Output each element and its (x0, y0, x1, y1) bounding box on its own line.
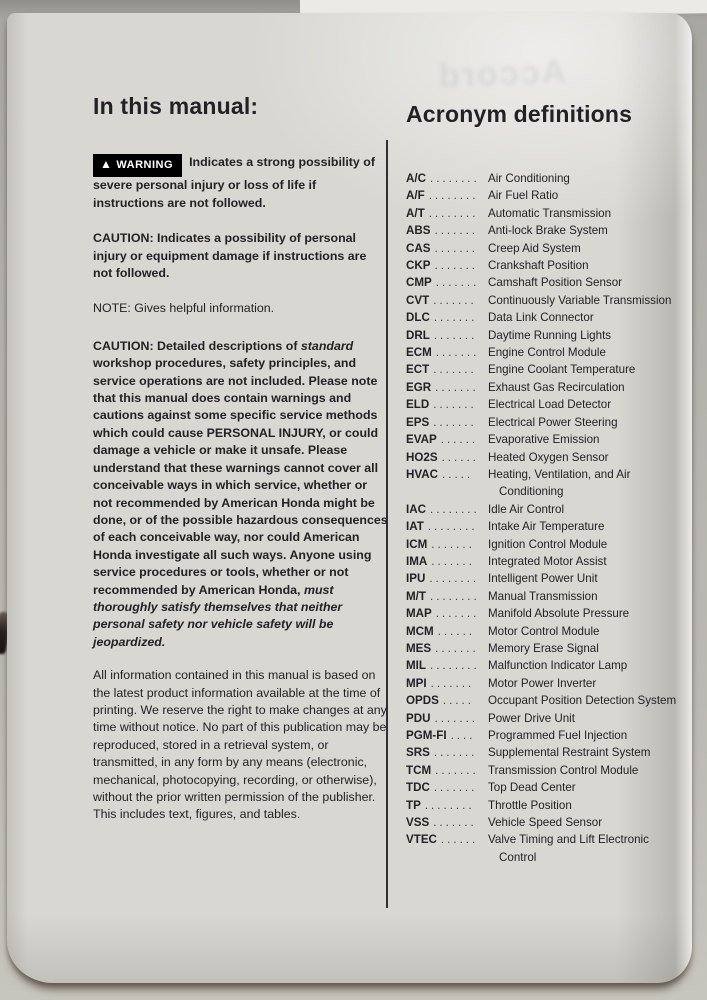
acronym-row (406, 449, 682, 466)
acronym-lead (406, 205, 482, 222)
acronym-abbr: M/T (406, 589, 426, 603)
acronym-lead (406, 222, 482, 239)
acronym-definition: Idle Air Control (488, 502, 565, 516)
acronym-abbr: ECT (406, 363, 430, 377)
acronym-definition: Occupant Position Detection System (488, 694, 677, 708)
note-paragraph: NOTE: Gives helpful information. (93, 301, 275, 316)
acronym-row (406, 692, 682, 709)
acronym-leader-dots: ..... (442, 694, 474, 708)
acronym-lead (406, 344, 482, 361)
acronym-leader-dots: ....... (434, 224, 479, 238)
acronym-row (406, 379, 682, 396)
acronym-row (406, 553, 682, 570)
acronym-leader-dots: .... (450, 729, 476, 742)
acronym-row (406, 414, 682, 431)
acronym-lead (406, 657, 482, 674)
acronym-leader-dots: ....... (431, 554, 475, 568)
acronym-leader-dots: ....... (433, 328, 478, 342)
acronym-row (406, 344, 682, 361)
acronym-abbr: TCM (406, 763, 432, 777)
acronym-lead (406, 831, 482, 848)
acronym-lead (406, 518, 482, 535)
acronym-abbr: HVAC (406, 467, 438, 481)
acronym-leader-dots: ...... (441, 450, 479, 464)
acronym-leader-dots: ....... (433, 293, 477, 307)
acronym-row (406, 327, 682, 344)
acronym-definition: Top Dead Center (488, 781, 576, 795)
acronym-leader-dots: ....... (435, 607, 480, 621)
acronym-definition: Transmission Control Module (488, 763, 639, 777)
acronym-abbr: CKP (406, 259, 431, 273)
acronym-definition: Camshaft Position Sensor (488, 276, 623, 290)
acronym-abbr: A/F (406, 189, 425, 203)
acronym-leader-dots: ....... (433, 781, 478, 795)
acronym-lead (406, 187, 482, 204)
acronym-abbr: VTEC (406, 833, 437, 847)
acronym-lead (406, 570, 482, 587)
acronym-definition: Air Conditioning (488, 172, 570, 185)
acronym-abbr: IAC (406, 502, 426, 516)
right-column-title: Acronym definitions (406, 101, 633, 127)
detailed-caution-seg4-italic: must thoroughly satisfy themselves that neither personal safety nor vehicle safety will be jeopardized. (93, 582, 343, 649)
acronym-lead (406, 623, 482, 640)
acronym-abbr: MCM (406, 624, 434, 638)
publisher-notice-paragraph: All information contained in this manual is based on the latest product information available at the time of printing. We reserve the right to make changes at any time without notice. No part of this publication may be reproduced, stored in a retrieval system, or transmitted, in any form by any means (electronic, mechanical, photocopying, recording, or otherwise), without the prior written permission of the publisher. This includes text, figures, and tables. (93, 668, 387, 822)
acronym-lead (406, 727, 482, 744)
acronym-definition: Electrical Load Detector (488, 398, 612, 412)
acronym-lead (406, 553, 482, 570)
acronym-abbr: CVT (406, 293, 430, 307)
acronym-row (406, 797, 682, 814)
acronym-row (406, 657, 682, 674)
acronym-abbr: DLC (406, 311, 430, 325)
acronym-leader-dots: ....... (430, 676, 475, 690)
acronym-row (406, 431, 682, 448)
warning-badge-label: WARNING (116, 159, 174, 171)
acronym-abbr: A/T (406, 206, 425, 220)
acronym-row (406, 640, 682, 657)
acronym-lead (406, 414, 482, 431)
acronym-lead (406, 692, 482, 709)
acronym-definition: Intake Air Temperature (488, 520, 605, 534)
acronym-leader-dots: ....... (433, 816, 477, 830)
left-column-title: In this manual: (93, 93, 259, 119)
acronym-leader-dots: ....... (435, 641, 479, 655)
acronym-abbr: EPS (406, 415, 430, 429)
acronym-abbr: OPDS (406, 694, 439, 708)
acronym-lead (406, 710, 482, 727)
acronym-abbr: MES (406, 641, 432, 655)
acronym-row (406, 831, 682, 866)
acronym-definition: Daytime Running Lights (488, 328, 612, 342)
acronym-definition: Throttle Position (488, 798, 572, 812)
acronym-definitions-section (406, 101, 682, 866)
acronym-definition: Integrated Motor Assist (488, 554, 607, 568)
acronym-lead (406, 309, 482, 326)
acronym-leader-dots: ....... (433, 311, 478, 325)
acronym-row (406, 727, 682, 744)
acronym-leader-dots: ....... (435, 346, 480, 360)
acronym-definition: Heated Oxygen Sensor (488, 450, 609, 464)
acronym-definition: Intelligent Power Unit (488, 572, 598, 586)
detailed-caution-paragraph (93, 338, 388, 651)
acronym-leader-dots: ........ (428, 189, 479, 203)
detailed-caution-seg1: CAUTION: Detailed descriptions of (93, 338, 301, 353)
acronym-abbr: PDU (406, 711, 431, 725)
acronym-row (406, 205, 682, 222)
acronym-lead (406, 431, 482, 448)
acronym-lead (406, 240, 482, 257)
acronym-definition: Vehicle Speed Sensor (488, 816, 603, 830)
acronym-leader-dots: ....... (433, 415, 477, 429)
acronym-leader-dots: ........ (429, 572, 480, 586)
acronym-leader-dots: ....... (434, 241, 479, 255)
acronym-abbr: TP (406, 798, 421, 812)
acronym-row (406, 518, 682, 535)
warning-badge (93, 154, 182, 177)
acronym-definition: Power Drive Unit (488, 711, 575, 725)
acronym-row (406, 187, 682, 204)
acronym-row (406, 257, 682, 274)
acronym-definition: Engine Coolant Temperature (488, 363, 636, 377)
acronym-row (406, 396, 682, 413)
acronym-abbr: ABS (406, 224, 431, 238)
acronym-definition: Engine Control Module (488, 346, 606, 360)
acronym-abbr: TDC (406, 781, 430, 795)
acronym-abbr: PGM-FI (406, 729, 447, 742)
acronym-row (406, 588, 682, 605)
acronym-leader-dots: ...... (440, 433, 479, 447)
acronym-row (406, 779, 682, 796)
acronym-abbr: ICM (406, 537, 428, 551)
acronym-leader-dots: ....... (434, 711, 479, 725)
acronym-lead (406, 396, 482, 413)
acronym-leader-dots: ........ (428, 206, 479, 220)
acronym-abbr: CMP (406, 276, 432, 290)
warning-text: Indicates a strong possibility of severe personal injury or loss of life if instructions are not followed. (93, 155, 375, 210)
acronym-leader-dots: ........ (427, 520, 478, 534)
acronym-lead (406, 640, 482, 657)
acronym-leader-dots: ...... (440, 833, 479, 847)
acronym-definition: Electrical Power Steering (488, 415, 618, 429)
acronym-definition: Memory Erase Signal (488, 641, 599, 655)
acronym-lead (406, 501, 482, 518)
caution-paragraph: CAUTION: Indicates a possibility of personal injury or equipment damage if instructions are not followed. (93, 231, 367, 281)
acronym-lead (406, 797, 482, 814)
acronym-definition: Programmed Fuel Injection (488, 729, 628, 742)
acronym-definition: Air Fuel Ratio (488, 189, 559, 203)
detailed-caution-seg3: workshop procedures, safety principles, and service operations are not included. Please note that this manual does contain warnings and cautions against some specific service methods which could cause PERSONAL INJURY, or could damage a vehicle or make it unsafe. Please understand that these warnings cannot cover all conceivable ways in which service, whether or not recommended by American Honda might be done, or of the possible hazardous consequences of each conceivable way, nor could American Honda investigate all such ways. Anyone using service procedures or tools, whether or not recommended by American Honda, (93, 356, 388, 597)
acronym-definition: Anti-lock Brake System (488, 224, 608, 238)
acronym-definition: Crankshaft Position (488, 259, 589, 273)
acronym-lead (406, 588, 482, 605)
acronym-row (406, 570, 682, 587)
acronym-definition: Continuously Variable Transmission (488, 293, 672, 307)
acronym-row (406, 623, 682, 640)
warning-paragraph (93, 154, 388, 212)
acronym-lead (406, 814, 482, 831)
acronym-abbr: IMA (406, 554, 428, 568)
acronym-lead (406, 274, 482, 291)
acronym-lead (406, 744, 482, 761)
acronym-lead (406, 257, 482, 274)
acronym-lead (406, 762, 482, 779)
acronym-abbr: SRS (406, 746, 430, 760)
acronym-leader-dots: ..... (442, 467, 474, 481)
acronym-leader-dots: ....... (433, 363, 477, 377)
acronym-abbr: MIL (406, 659, 426, 673)
acronym-leader-dots: ....... (434, 259, 479, 273)
acronym-leader-dots: ........ (429, 659, 480, 673)
acronym-lead (406, 449, 482, 466)
acronym-leader-dots: ....... (433, 398, 477, 412)
warning-triangle-icon: ▲ (100, 157, 113, 171)
acronym-list (406, 170, 682, 866)
acronym-abbr: MPI (406, 676, 427, 690)
acronym-definition: Motor Control Module (488, 624, 600, 638)
acronym-row (406, 466, 682, 501)
acronym-abbr: EGR (406, 380, 432, 394)
bleed-through-text: Accord (436, 52, 567, 96)
acronym-row (406, 744, 682, 761)
acronym-row (406, 274, 682, 291)
acronym-definition: Automatic Transmission (488, 206, 612, 220)
acronym-definition: Manifold Absolute Pressure (488, 607, 630, 621)
acronym-abbr: ELD (406, 398, 430, 412)
acronym-lead (406, 379, 482, 396)
acronym-lead (406, 605, 482, 622)
acronym-row (406, 292, 682, 309)
acronym-lead (406, 361, 482, 378)
acronym-abbr: HO2S (406, 450, 438, 464)
acronym-row (406, 710, 682, 727)
acronym-leader-dots: ........ (424, 798, 475, 812)
acronym-leader-dots: ....... (435, 276, 480, 290)
acronym-row (406, 222, 682, 239)
acronym-row (406, 675, 682, 692)
acronym-definition: Supplemental Restraint System (488, 746, 651, 760)
acronym-abbr: DRL (406, 328, 430, 342)
acronym-lead (406, 327, 482, 344)
acronym-row (406, 361, 682, 378)
acronym-row (406, 309, 682, 326)
acronym-definition: Malfunction Indicator Lamp (488, 659, 628, 673)
acronym-leader-dots: ........ (429, 589, 480, 603)
acronym-row (406, 605, 682, 622)
acronym-leader-dots: ...... (437, 624, 476, 638)
acronym-row (406, 501, 682, 518)
acronym-definition: Motor Power Inverter (488, 676, 597, 690)
in-this-manual-section (93, 93, 388, 842)
acronym-abbr: A/C (406, 172, 426, 185)
acronym-definition: Evaporative Emission (488, 433, 600, 447)
acronym-row (406, 814, 682, 831)
acronym-row (406, 762, 682, 779)
acronym-definition: Manual Transmission (488, 589, 598, 603)
acronym-leader-dots: ....... (433, 746, 478, 760)
acronym-abbr: IPU (406, 572, 426, 586)
acronym-lead (406, 779, 482, 796)
acronym-row (406, 240, 682, 257)
acronym-definition: Ignition Control Module (488, 537, 608, 551)
acronym-leader-dots: ........ (429, 172, 480, 185)
acronym-abbr: ECM (406, 346, 432, 360)
acronym-lead (406, 536, 482, 553)
acronym-row (406, 170, 682, 187)
acronym-abbr: IAT (406, 520, 424, 534)
acronym-leader-dots: ........ (429, 502, 480, 516)
acronym-lead (406, 170, 482, 187)
acronym-lead (406, 292, 482, 309)
acronym-definition: Data Link Connector (488, 311, 594, 325)
acronym-abbr: VSS (406, 816, 430, 830)
manual-page (7, 13, 692, 983)
detailed-caution-seg2-italic: standard (300, 338, 354, 353)
acronym-leader-dots: ....... (435, 763, 479, 777)
acronym-abbr: EVAP (406, 433, 437, 447)
acronym-abbr: CAS (406, 241, 431, 255)
acronym-definition: Heating, Ventilation, and Air Conditioning (488, 467, 631, 499)
acronym-lead (406, 466, 482, 483)
acronym-definition: Creep Aid System (488, 241, 581, 255)
acronym-row (406, 536, 682, 553)
acronym-definition: Valve Timing and Lift Electronic Control (488, 833, 649, 864)
acronym-leader-dots: ....... (435, 380, 479, 394)
acronym-definition: Exhaust Gas Recirculation (488, 380, 625, 394)
acronym-abbr: MAP (406, 607, 432, 621)
acronym-leader-dots: ....... (431, 537, 475, 551)
acronym-lead (406, 675, 482, 692)
